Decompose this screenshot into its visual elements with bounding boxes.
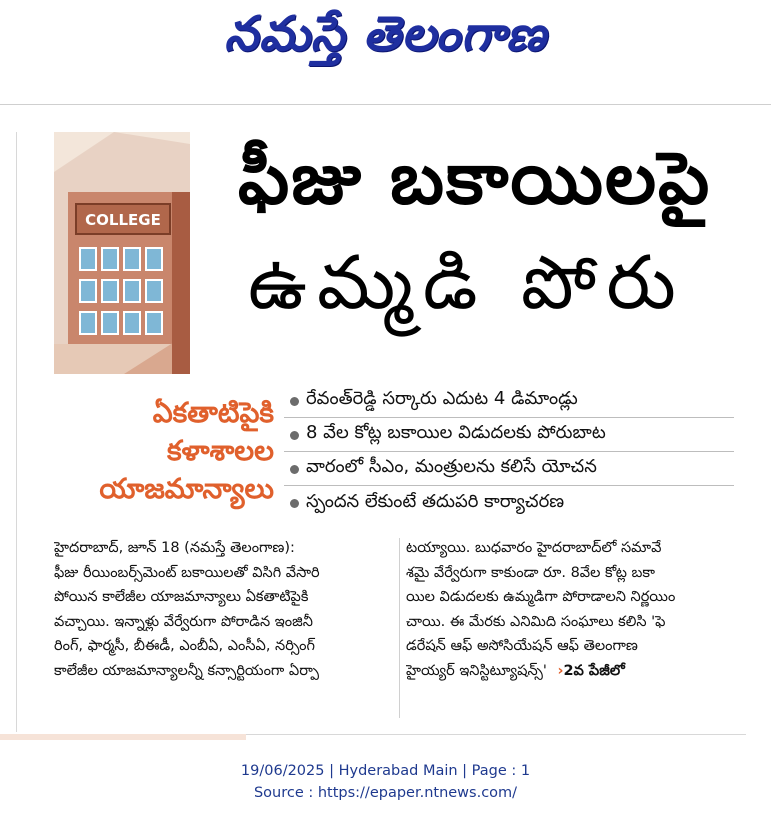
highlight-item xyxy=(284,418,734,452)
article-line-last xyxy=(406,659,744,684)
footer-divider xyxy=(246,734,746,735)
article-line: కాలేజీల యాజమాన్యాలన్నీ కన్సార్టియంగా ఏర్పా xyxy=(54,662,319,679)
continued-on-page-label: 2వ పేజీలో xyxy=(563,662,625,679)
article-line: హైదరాబాద్, జూన్ 18 (నమస్తే తెలంగాణ): xyxy=(54,540,295,556)
article-line: యిల విడుదలకు ఉమ్మడిగా పోరాడాలని నిర్ణయిం xyxy=(406,589,676,605)
highlight-text: స్పందన లేకుంటే తదుపరి కార్యాచరణ xyxy=(306,490,565,512)
headline-line-1: ఫీజు బకాయిలపై xyxy=(238,136,712,220)
college-sign: COLLEGE xyxy=(85,211,161,229)
masthead xyxy=(0,0,771,105)
article-line: వచ్చాయి. ఇన్నాళ్లు వేర్వేరుగా పోరాడిన ఇంజినీ xyxy=(54,613,313,630)
highlights-list xyxy=(284,384,734,520)
bullet-icon xyxy=(290,499,299,508)
bullet-icon xyxy=(290,465,299,474)
headline-line-2: ఉమ్మడి పోరు xyxy=(248,240,686,326)
kicker-line: కళాశాలల xyxy=(167,434,274,467)
article-line: రింగ్, ఫార్మసీ, బీఈడీ, ఎంబీఏ, ఎంసీఏ, నర్సింగ్ xyxy=(54,638,315,654)
article-line: ఫీజు రీయింబర్స్‌మెంట్ బకాయిలతో విసిగి వేసారి xyxy=(54,564,320,581)
article-line: డరేషన్ ఆఫ్ అసోసియేషన్ ఆఫ్ తెలంగాణ xyxy=(406,638,638,654)
newspaper-logo: నమస్తే తెలంగాణ xyxy=(224,6,547,62)
source-link[interactable]: Source : https://epaper.ntnews.com/ xyxy=(253,785,518,801)
article-line: చాయి. ఈ మేరకు ఎనిమిది సంఘాలు కలిసి 'ఫె xyxy=(406,613,666,630)
edition-info: 19/06/2025 | Hyderabad Main | Page : 1 xyxy=(240,763,531,779)
college-illustration xyxy=(54,132,190,374)
headline xyxy=(228,128,758,338)
page-footer xyxy=(0,760,771,804)
masthead-divider xyxy=(0,104,771,105)
article-line: శమై వేర్వేరుగా కాకుండా రూ. 8వేల కోట్ల బకా xyxy=(406,564,655,581)
column-divider xyxy=(399,538,400,718)
article-column-left xyxy=(54,536,392,683)
article-line-text: హైయ్యర్ ఇనిస్టిట్యూషన్స్' xyxy=(406,662,547,679)
highlight-text: రేవంత్‌రెడ్డి సర్కారు ఎదుట 4 డిమాండ్లు xyxy=(306,388,578,409)
highlight-text: 8 వేల కోట్ల బకాయిల విడుదలకు పోరుబాట xyxy=(306,422,606,443)
chevron-right-icon: › xyxy=(557,662,564,679)
bullet-icon xyxy=(290,397,299,406)
article-line: టయ్యాయి. బుధవారం హైదరాబాద్‌లో సమావే xyxy=(406,540,662,556)
kicker-line: యాజమాన్యాలు xyxy=(99,472,274,505)
bullet-icon xyxy=(290,431,299,440)
highlight-item xyxy=(284,384,734,418)
highlight-item xyxy=(284,452,734,486)
highlight-text: వారంలో సీఎం, మంత్రులను కలిసే యోచన xyxy=(306,456,597,477)
kicker-line: ఏకతాటిపైకి xyxy=(152,396,274,429)
article-line: పోయిన కాలేజీల యాజమాన్యాలు ఏకతాటిపైకి xyxy=(54,589,309,605)
highlight-item xyxy=(284,486,734,520)
article-body xyxy=(54,536,744,726)
kicker xyxy=(54,394,274,508)
footer-accent-bar xyxy=(0,734,246,740)
article-column-right xyxy=(406,536,744,683)
page-margin-rule xyxy=(16,132,17,732)
continued-on-page-link[interactable] xyxy=(557,663,624,679)
